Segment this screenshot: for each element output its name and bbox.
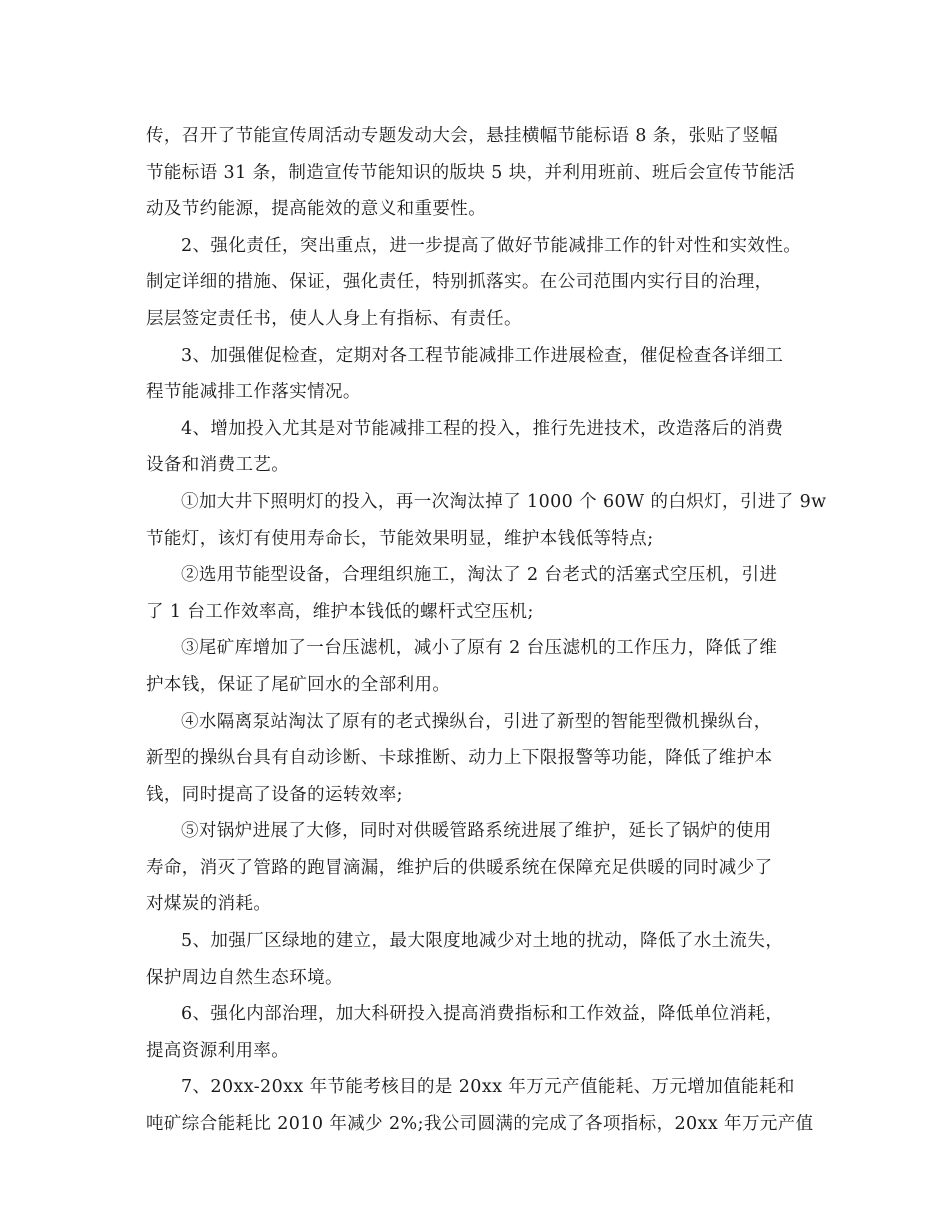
paragraph-line: 节能灯，该灯有使用寿命长，节能效果明显，维护本钱低等特点; <box>146 528 654 549</box>
paragraph-line: 制定详细的措施、保证，强化责任，特别抓落实。在公司范围内实行目的治理， <box>146 272 773 293</box>
paragraph-line: 护本钱，保证了尾矿回水的全部利用。 <box>146 674 451 695</box>
paragraph-line: 提高资源利用率。 <box>146 1040 290 1061</box>
paragraph-first-line: 7、20xx-20xx 年节能考核目的是 20xx 年万元产值能耗、万元增加值能耗和 <box>181 1077 795 1098</box>
paragraph-line: 节能标语 31 条，制造宣传节能知识的版块 5 块，并利用班前、班后会宣传节能活 <box>146 162 796 183</box>
paragraph-first-line: ④水隔离泵站淘汰了原有的老式操纵台，引进了新型的智能型微机操纵台， <box>181 711 772 732</box>
paragraph-first-line: ①加大井下照明灯的投入，再一次淘汰掉了 1000 个 60W 的白炽灯，引进了 9w <box>181 491 827 512</box>
paragraph-line: 保护周边自然生态环境。 <box>146 967 343 988</box>
paragraph-line: 寿命，消灭了管路的跑冒滴漏，维护后的供暖系统在保障充足供暖的同时减少了 <box>146 857 773 878</box>
paragraph-line: 吨矿综合能耗比 2010 年减少 2%;我公司圆满的完成了各项指标，20xx 年万元产值 <box>146 1114 814 1135</box>
paragraph-line: 设备和消费工艺。 <box>146 455 290 476</box>
document-body <box>146 118 827 1143</box>
paragraph-first-line: 4、增加投入尤其是对节能减排工程的投入，推行先进技术，改造落后的消费 <box>181 418 784 439</box>
paragraph-first-line: 5、加强厂区绿地的建立，最大限度地减少对土地的扰动，降低了水土流失， <box>181 931 784 952</box>
paragraph-line: 钱，同时提高了设备的运转效率; <box>146 784 403 805</box>
paragraph-line: 对煤炭的消耗。 <box>146 894 272 915</box>
paragraph-first-line: 2、强化责任，突出重点，进一步提高了做好节能减排工作的针对性和实效性。 <box>181 235 802 256</box>
paragraph-first-line: ③尾矿库增加了一台压滤机，减小了原有 2 台压滤机的工作压力，降低了维 <box>181 638 778 659</box>
paragraph-first-line: 6、强化内部治理，加大科研投入提高消费指标和工作效益，降低单位消耗， <box>181 1004 784 1025</box>
paragraph-line: 程节能减排工作落实情况。 <box>146 382 361 403</box>
paragraph-line: 层层签定责任书，使人人身上有指标、有责任。 <box>146 308 522 329</box>
paragraph-first-line: 3、加强催促检查，定期对各工程节能减排工作进展检查，催促检查各详细工 <box>181 345 784 366</box>
paragraph-line: 了 1 台工作效率高，维护本钱低的螺杆式空压机; <box>146 601 534 622</box>
paragraph-line: 动及节约能源，提高能效的意义和重要性。 <box>146 199 487 220</box>
paragraph-first-line: ⑤对锅炉进展了大修，同时对供暖管路系统进展了维护，延长了锅炉的使用 <box>181 821 772 842</box>
paragraph-first-line: ②选用节能型设备，合理组织施工，淘汰了 2 台老式的活塞式空压机，引进 <box>181 565 778 586</box>
paragraph-line: 新型的操纵台具有自动诊断、卡球推断、动力上下限报警等功能，降低了维护本 <box>146 748 773 769</box>
paragraph-line: 传，召开了节能宣传周活动专题发动大会，悬挂横幅节能标语 8 条，张贴了竖幅 <box>146 126 779 146</box>
